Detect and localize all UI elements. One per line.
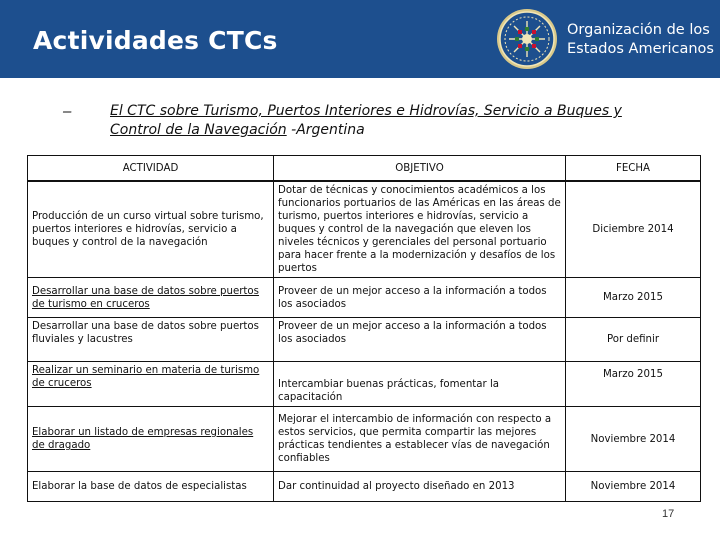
cell-fecha: Noviembre 2014 bbox=[566, 407, 701, 472]
table-row bbox=[28, 318, 701, 362]
slide-subtitle bbox=[110, 102, 670, 140]
table-row bbox=[28, 472, 701, 502]
org-name-line2: Estados Americanos bbox=[567, 41, 714, 57]
table-row bbox=[28, 407, 701, 472]
cell-fecha: Diciembre 2014 bbox=[566, 181, 701, 278]
table-row bbox=[28, 278, 701, 318]
header-bar bbox=[0, 0, 720, 78]
cell-objetivo: Proveer de un mejor acceso a la información a todos los asociados bbox=[274, 278, 566, 318]
cell-actividad: Realizar un seminario en materia de turismo de cruceros bbox=[28, 362, 274, 407]
cell-objetivo: Dar continuidad al proyecto diseñado en 2013 bbox=[274, 472, 566, 502]
table-header-row bbox=[28, 156, 701, 182]
page-title: Actividades CTCs bbox=[33, 26, 278, 55]
column-header-objetivo: OBJETIVO bbox=[274, 156, 566, 182]
cell-fecha: Marzo 2015 bbox=[566, 362, 701, 407]
oas-logo bbox=[496, 8, 716, 72]
table-row bbox=[28, 181, 701, 278]
cell-actividad: Desarrollar una base de datos sobre puertos fluviales y lacustres bbox=[28, 318, 274, 362]
cell-fecha: Por definir bbox=[566, 318, 701, 362]
cell-objetivo: Intercambiar buenas prácticas, fomentar la capacitación bbox=[274, 362, 566, 407]
cell-objetivo: Proveer de un mejor acceso a la información a todos los asociados bbox=[274, 318, 566, 362]
page-number: 17 bbox=[662, 508, 675, 520]
cell-actividad: Desarrollar una base de datos sobre puertos de turismo en cruceros bbox=[28, 278, 274, 318]
subtitle-dash: – bbox=[63, 103, 72, 120]
subtitle-country: -Argentina bbox=[286, 122, 365, 138]
cell-actividad: Producción de un curso virtual sobre turismo, puertos interiores e hidrovías, servicio a buques y control de la navegación bbox=[28, 181, 274, 278]
org-name-line1: Organización de los bbox=[567, 22, 710, 38]
org-name bbox=[567, 21, 714, 59]
activities-table bbox=[27, 155, 701, 502]
cell-objetivo: Mejorar el intercambio de información con respecto a estos servicios, que permita compartir las mejores prácticas tendientes a establecer vías de navegación confiables bbox=[274, 407, 566, 472]
table-row bbox=[28, 362, 701, 407]
cell-actividad: Elaborar la base de datos de especialistas bbox=[28, 472, 274, 502]
cell-fecha: Noviembre 2014 bbox=[566, 472, 701, 502]
cell-objetivo: Dotar de técnicas y conocimientos académicos a los funcionarios portuarios de las Américas en las áreas de turismo, puertos interiores e hidrovías, servicio a buques y control de la navegación que eleven los niveles técnicos y gerenciales del personal portuario para hacer frente a la modernización y desafíos de los puertos bbox=[274, 181, 566, 278]
column-header-actividad: ACTIVIDAD bbox=[28, 156, 274, 182]
cell-actividad: Elaborar un listado de empresas regionales de dragado bbox=[28, 407, 274, 472]
subtitle-underlined: El CTC sobre Turismo, Puertos Interiores e Hidrovías, Servicio a Buques y Control de la Navegación bbox=[110, 103, 622, 138]
column-header-fecha: FECHA bbox=[566, 156, 701, 182]
oas-seal-icon bbox=[496, 8, 558, 70]
cell-fecha: Marzo 2015 bbox=[566, 278, 701, 318]
